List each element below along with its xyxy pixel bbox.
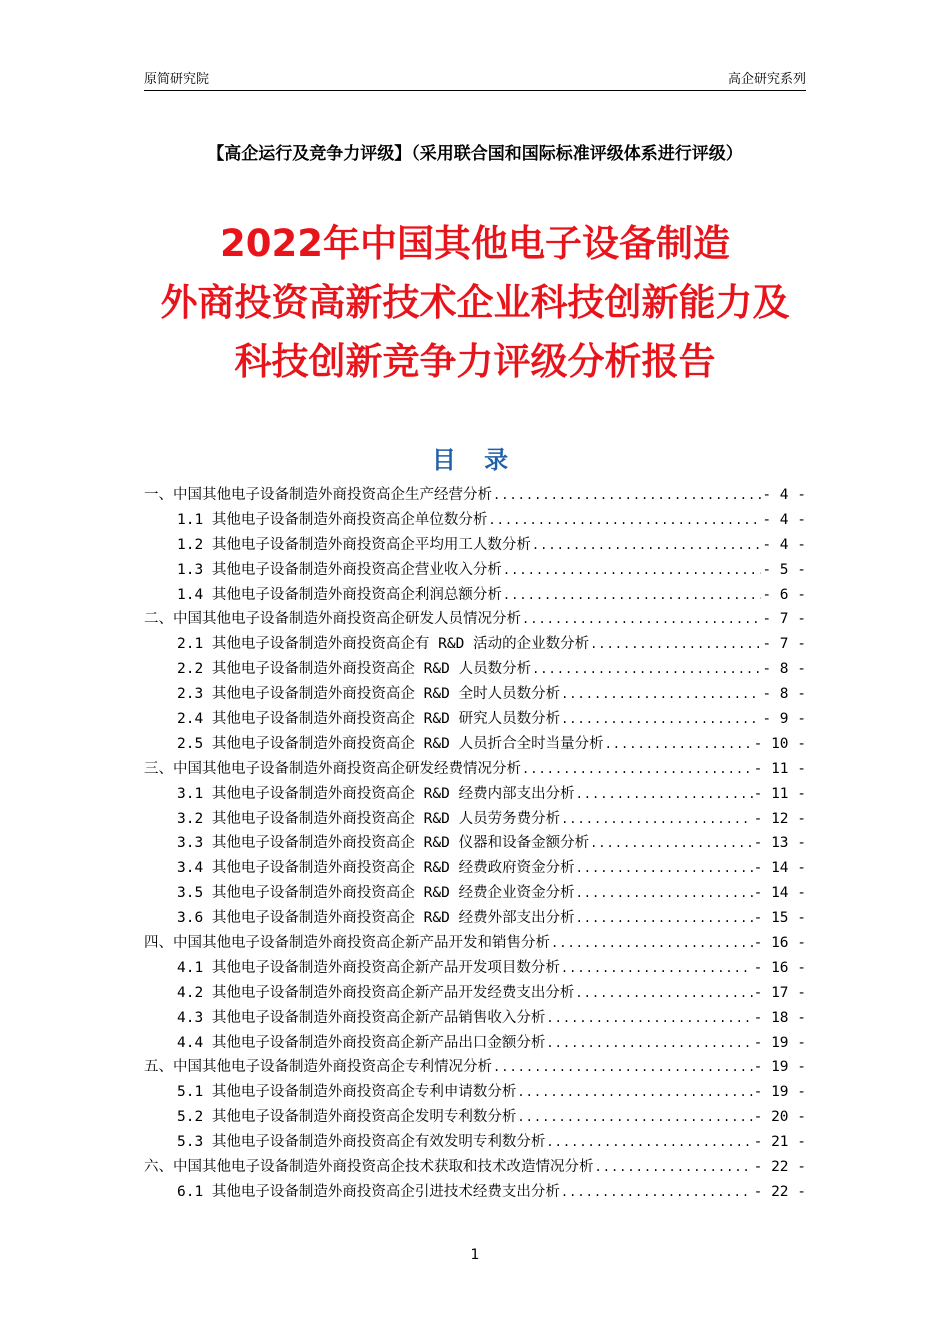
toc-subsection-entry[interactable]	[144, 508, 806, 533]
toc-dot-leader	[590, 637, 761, 651]
toc-dot-leader	[493, 488, 761, 502]
toc-dot-leader	[488, 513, 761, 527]
toc-section-entry[interactable]	[144, 1055, 806, 1080]
toc-entry-page: - 17 -	[753, 984, 806, 1001]
toc-subsection-entry[interactable]	[144, 632, 806, 657]
toc-entry-page: - 22 -	[753, 1159, 806, 1176]
toc-subsection-entry[interactable]	[144, 1006, 806, 1031]
toc-dot-leader	[532, 538, 761, 552]
toc-subsection-entry[interactable]	[144, 657, 806, 682]
toc-entry-page: - 16 -	[753, 959, 806, 976]
page-number: 1	[470, 1247, 480, 1263]
toc-entry-page: - 11 -	[753, 785, 806, 802]
toc-subsection-entry[interactable]	[144, 807, 806, 832]
toc-dot-leader	[546, 1135, 752, 1149]
toc-subsection-entry[interactable]	[144, 856, 806, 881]
toc-entry-page: - 14 -	[753, 860, 806, 877]
header-series: 高企研究系列	[727, 72, 806, 87]
toc-entry-page: - 8 -	[762, 686, 806, 703]
toc-entry-label: 六、中国其他电子设备制造外商投资高企技术获取和技术改造情况分析	[144, 1159, 594, 1176]
toc-subsection-entry[interactable]	[144, 682, 806, 707]
toc-subsection-entry[interactable]	[144, 1180, 806, 1205]
toc-dot-leader	[532, 662, 761, 676]
toc-entry-label: 1.3 其他电子设备制造外商投资高企营业收入分析	[177, 561, 502, 578]
toc-entry-page: - 12 -	[753, 810, 806, 827]
toc-entry-page: - 6 -	[762, 586, 806, 603]
toc-dot-leader	[503, 588, 761, 602]
toc-dot-leader	[575, 986, 752, 1000]
toc-entry-page: - 7 -	[762, 611, 806, 628]
toc-dot-leader	[517, 1085, 752, 1099]
toc-entry-page: - 19 -	[753, 1059, 806, 1076]
toc-entry-page: - 9 -	[762, 711, 806, 728]
toc-entry-label: 5.3 其他电子设备制造外商投资高企有效发明专利数分析	[177, 1134, 546, 1151]
toc-entry-label: 2.2 其他电子设备制造外商投资高企 R&D 人员数分析	[177, 661, 532, 678]
toc-section-entry[interactable]	[144, 1155, 806, 1180]
toc-entry-label: 3.3 其他电子设备制造外商投资高企 R&D 仪器和设备金额分析	[177, 835, 590, 852]
toc-section-entry[interactable]	[144, 931, 806, 956]
toc-entry-label: 1.1 其他电子设备制造外商投资高企单位数分析	[177, 511, 488, 528]
toc-entry-page: - 5 -	[762, 561, 806, 578]
toc-dot-leader	[561, 1185, 753, 1199]
toc-dot-leader	[576, 861, 753, 875]
toc-heading: 目 录	[431, 446, 519, 474]
toc-entry-label: 三、中国其他电子设备制造外商投资高企研发经费情况分析	[144, 760, 521, 777]
toc-entry-label: 2.5 其他电子设备制造外商投资高企 R&D 人员折合全时当量分析	[177, 735, 604, 752]
toc-entry-page: - 19 -	[753, 1084, 806, 1101]
toc-entry-page: - 16 -	[753, 935, 806, 952]
toc-entry-label: 四、中国其他电子设备制造外商投资高企新产品开发和销售分析	[144, 935, 550, 952]
toc-dot-leader	[576, 886, 753, 900]
toc-entry-label: 3.5 其他电子设备制造外商投资高企 R&D 经费企业资金分析	[177, 885, 575, 902]
toc-section-entry[interactable]	[144, 757, 806, 782]
toc-entry-label: 5.1 其他电子设备制造外商投资高企专利申请数分析	[177, 1084, 517, 1101]
toc-entry-label: 4.4 其他电子设备制造外商投资高企新产品出口金额分析	[177, 1034, 546, 1051]
toc-subsection-entry[interactable]	[144, 1105, 806, 1130]
toc-subsection-entry[interactable]	[144, 782, 806, 807]
toc-dot-leader	[493, 1060, 753, 1074]
report-title	[0, 214, 950, 391]
toc-entry-page: - 10 -	[753, 735, 806, 752]
toc-entry-label: 4.1 其他电子设备制造外商投资高企新产品开发项目数分析	[177, 959, 560, 976]
toc-entry-page: - 4 -	[762, 536, 806, 553]
toc-dot-leader	[503, 563, 761, 577]
toc-subsection-entry[interactable]	[144, 881, 806, 906]
toc-entry-page: - 21 -	[753, 1134, 806, 1151]
toc-dot-leader	[546, 1036, 752, 1050]
toc-dot-leader	[546, 1011, 752, 1025]
toc-entry-label: 1.4 其他电子设备制造外商投资高企利润总额分析	[177, 586, 502, 603]
toc-entry-page: - 4 -	[762, 511, 806, 528]
toc-entry-page: - 15 -	[753, 910, 806, 927]
toc-entry-label: 6.1 其他电子设备制造外商投资高企引进技术经费支出分析	[177, 1183, 560, 1200]
table-of-contents	[144, 483, 806, 1205]
toc-subsection-entry[interactable]	[144, 558, 806, 583]
toc-entry-page: - 22 -	[753, 1183, 806, 1200]
toc-entry-label: 5.2 其他电子设备制造外商投资高企发明专利数分析	[177, 1109, 517, 1126]
toc-subsection-entry[interactable]	[144, 906, 806, 931]
page-header	[144, 66, 806, 91]
toc-entry-page: - 20 -	[753, 1109, 806, 1126]
toc-entry-label: 3.2 其他电子设备制造外商投资高企 R&D 人员劳务费分析	[177, 810, 561, 827]
toc-dot-leader	[561, 687, 761, 701]
toc-subsection-entry[interactable]	[144, 981, 806, 1006]
title-line-1: 2022年中国其他电子设备制造	[220, 222, 730, 265]
toc-dot-leader	[551, 936, 753, 950]
header-publisher: 原简研究院	[144, 72, 210, 87]
toc-dot-leader	[561, 812, 753, 826]
toc-subsection-entry[interactable]	[144, 583, 806, 608]
toc-entry-label: 3.1 其他电子设备制造外商投资高企 R&D 经费内部支出分析	[177, 785, 575, 802]
title-line-3: 科技创新竞争力评级分析报告	[234, 340, 716, 383]
title-line-2: 外商投资高新技术企业科技创新能力及	[160, 281, 790, 324]
toc-entry-page: - 4 -	[762, 487, 806, 503]
toc-entry-label: 4.2 其他电子设备制造外商投资高企新产品开发经费支出分析	[177, 984, 575, 1001]
toc-dot-leader	[561, 961, 753, 975]
toc-entry-page: - 8 -	[762, 661, 806, 678]
toc-dot-leader	[576, 911, 753, 925]
toc-entry-label: 一、中国其他电子设备制造外商投资高企生产经营分析	[144, 487, 492, 503]
toc-entry-label: 2.1 其他电子设备制造外商投资高企有 R&D 活动的企业数分析	[177, 636, 590, 653]
toc-entry-label: 1.2 其他电子设备制造外商投资高企平均用工人数分析	[177, 536, 531, 553]
toc-dot-leader	[522, 612, 761, 626]
toc-subsection-entry[interactable]	[144, 732, 806, 757]
toc-dot-leader	[576, 787, 753, 801]
toc-subsection-entry[interactable]	[144, 1130, 806, 1155]
toc-dot-leader	[517, 1110, 752, 1124]
toc-subsection-entry[interactable]	[144, 831, 806, 856]
toc-subsection-entry[interactable]	[144, 1031, 806, 1056]
toc-entry-label: 2.3 其他电子设备制造外商投资高企 R&D 全时人员数分析	[177, 686, 561, 703]
toc-entry-page: - 11 -	[753, 760, 806, 777]
toc-dot-leader	[522, 762, 753, 776]
toc-entry-page: - 13 -	[753, 835, 806, 852]
toc-dot-leader	[595, 1160, 753, 1174]
toc-dot-leader	[561, 712, 761, 726]
toc-entry-page: - 14 -	[753, 885, 806, 902]
toc-entry-label: 3.6 其他电子设备制造外商投资高企 R&D 经费外部支出分析	[177, 910, 575, 927]
toc-dot-leader	[605, 737, 753, 751]
toc-entry-label: 五、中国其他电子设备制造外商投资高企专利情况分析	[144, 1059, 492, 1076]
rating-subtitle: 【高企运行及竞争力评级】（采用联合国和国际标准评级体系进行评级）	[207, 144, 743, 164]
toc-entry-page: - 7 -	[762, 636, 806, 653]
toc-entry-label: 3.4 其他电子设备制造外商投资高企 R&D 经费政府资金分析	[177, 860, 575, 877]
toc-entry-label: 4.3 其他电子设备制造外商投资高企新产品销售收入分析	[177, 1009, 546, 1026]
toc-subsection-entry[interactable]	[144, 707, 806, 732]
toc-section-entry[interactable]	[144, 607, 806, 632]
toc-entry-label: 2.4 其他电子设备制造外商投资高企 R&D 研究人员数分析	[177, 711, 561, 728]
toc-section-entry[interactable]	[144, 483, 806, 508]
toc-entry-page: - 18 -	[753, 1009, 806, 1026]
toc-subsection-entry[interactable]	[144, 533, 806, 558]
toc-entry-page: - 19 -	[753, 1034, 806, 1051]
toc-subsection-entry[interactable]	[144, 1080, 806, 1105]
toc-dot-leader	[590, 836, 753, 850]
toc-subsection-entry[interactable]	[144, 956, 806, 981]
toc-entry-label: 二、中国其他电子设备制造外商投资高企研发人员情况分析	[144, 611, 521, 628]
